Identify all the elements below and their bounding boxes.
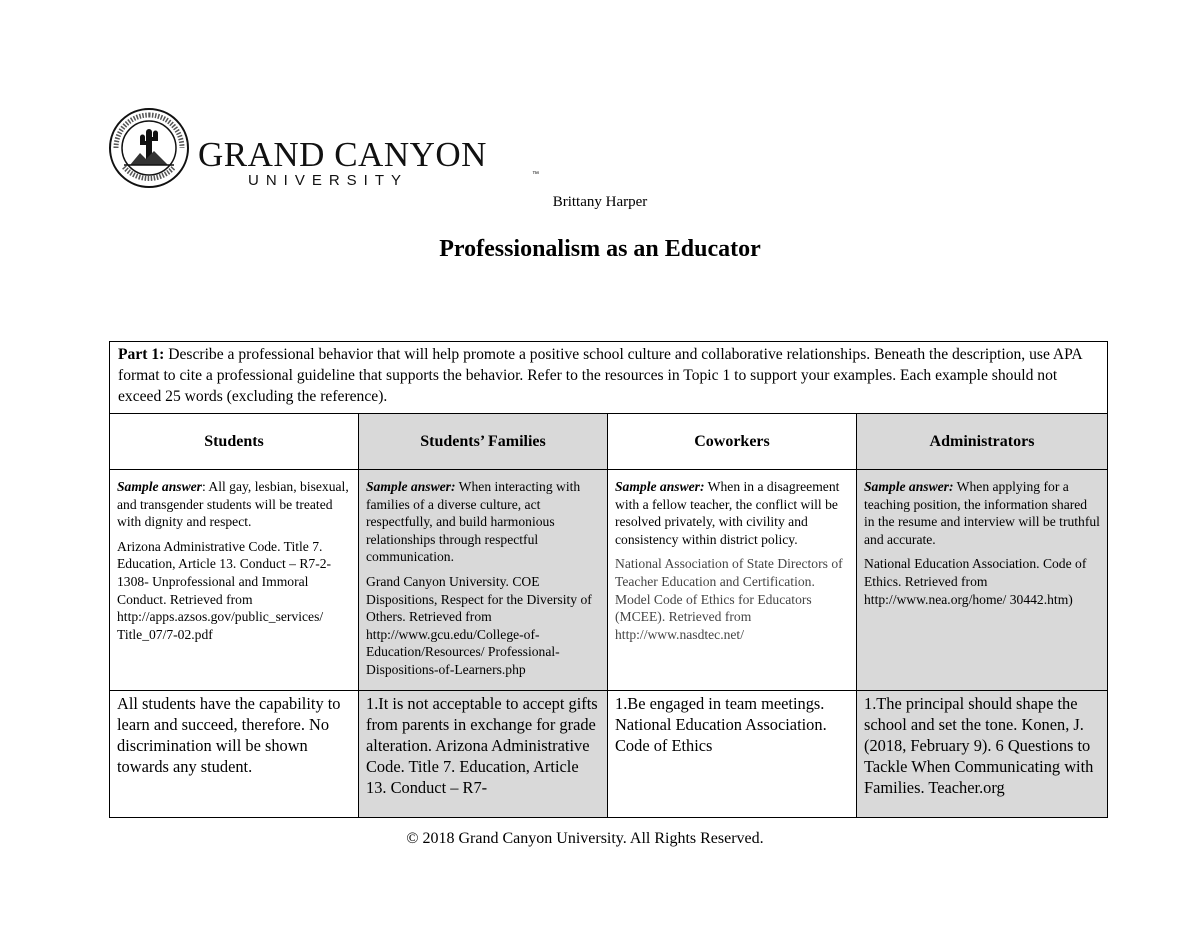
sample-text: When in a disagreement with a fellow teacher, the conflict will be resolved privately, with civility and consistency within district policy. <box>615 479 840 547</box>
column-header-families: Students’ Families <box>359 414 608 470</box>
sample-reference: Arizona Administrative Code. Title 7. Education, Article 13. Conduct – R7-2-1308- Unprofessional and Immoral Conduct. Retrieved from http://apps.azsos.gov/public_services/ Title_07/7-02.pdf <box>117 538 332 642</box>
column-header-administrators: Administrators <box>857 414 1108 470</box>
instructions-cell <box>110 342 1108 414</box>
sample-reference: National Association of State Directors of Teacher Education and Certification. Model Code of Ethics for Educators (MCEE). Retrieved from http://www.nasdtec.net/ <box>615 556 843 642</box>
part-label: Part 1: <box>118 346 165 363</box>
assignment-table <box>109 341 1108 818</box>
sample-text: When interacting with families of a diverse culture, act respectfully, and build harmonious relationships through respectful communication. <box>366 479 581 565</box>
answer-cell-students[interactable] <box>110 690 359 817</box>
sample-label: Sample answer: <box>366 479 456 494</box>
sample-cell-administrators <box>857 470 1108 691</box>
answer-text: 1.The principal should shape the school and set the tone. Konen, J. (2018, February 9). 6 Questions to Tackle When Communicating with Families. Teacher.org <box>864 693 1094 797</box>
sample-cell-coworkers <box>608 470 857 691</box>
sample-reference: National Education Association. Code of Ethics. Retrieved from http://www.nea.org/home/ 30442.htm) <box>864 556 1087 607</box>
university-seal-icon <box>108 107 190 189</box>
university-logo <box>108 107 539 189</box>
header-row <box>110 414 1108 470</box>
instructions-row <box>110 342 1108 414</box>
answer-cell-administrators[interactable] <box>857 690 1108 817</box>
answer-row <box>110 690 1108 817</box>
answer-text: All students have the capability to learn and succeed, therefore. No discrimination will be shown towards any student. <box>117 693 341 776</box>
page-title: Professionalism as an Educator <box>439 236 761 262</box>
sample-text: All gay, lesbian, bisexual, and transgender students will be treated with dignity and respect. <box>117 479 349 530</box>
logo-wordmark: GRAND CANYON <box>198 135 487 174</box>
sample-cell-families <box>359 470 608 691</box>
column-header-students: Students <box>110 414 359 470</box>
sample-label: Sample answer <box>117 479 202 494</box>
sample-reference: Grand Canyon University. COE Dispositions, Respect for the Diversity of Others. Retrieved from http://www.gcu.edu/College-of-Education/Resources/ Professional-Dispositions-of-Learners.php <box>366 573 592 677</box>
sample-label: Sample answer: <box>615 479 705 494</box>
sample-text: When applying for a teaching position, the information shared in the resume and interview will be truthful and accurate. <box>864 479 1100 547</box>
answer-cell-families[interactable] <box>359 690 608 817</box>
column-header-coworkers: Coworkers <box>608 414 857 470</box>
sample-label-suffix: : <box>201 479 206 494</box>
sample-label: Sample answer: <box>864 479 954 494</box>
author-name: Brittany Harper <box>552 194 648 210</box>
sample-row <box>110 470 1108 691</box>
answer-text: 1.Be engaged in team meetings. National Education Association. Code of Ethics <box>615 693 827 755</box>
sample-cell-students <box>110 470 359 691</box>
answer-text: 1.It is not acceptable to accept gifts from parents in exchange for grade alteration. Arizona Administrative Code. Title 7. Education, Article 13. Conduct – R7- <box>366 693 598 797</box>
logo-trademark: ™ <box>532 171 539 178</box>
part-instructions: Describe a professional behavior that will help promote a positive school culture and collaborative relationships. Beneath the description, use APA format to cite a professional guideline that supports the behavior. Refer to the resources in Topic 1 to support your examples. Each example should not exceed 25 words (excluding the reference). <box>118 346 1082 405</box>
logo-subtitle: UNIVERSITY <box>248 172 409 189</box>
copyright-footer: © 2018 Grand Canyon University. All Rights Reserved. <box>406 830 764 847</box>
answer-cell-coworkers[interactable] <box>608 690 857 817</box>
